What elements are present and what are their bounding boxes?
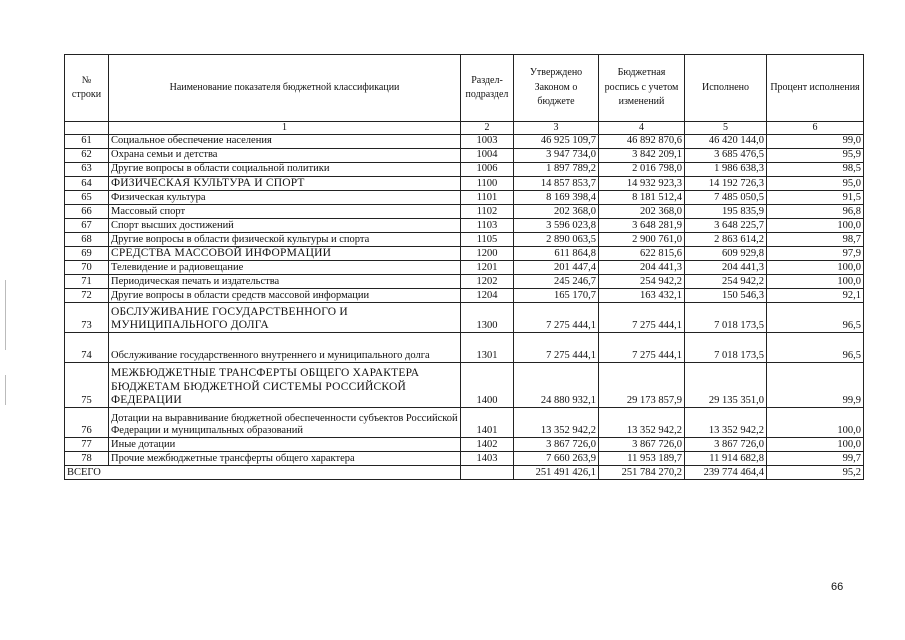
section-code: 1402	[461, 437, 514, 451]
executed-amount: 1 986 638,3	[685, 162, 767, 176]
planned-amount: 7 275 444,1	[599, 302, 685, 332]
execution-percent: 96,8	[767, 204, 864, 218]
approved-amount: 7 660 263,9	[514, 451, 599, 465]
execution-percent: 99,9	[767, 362, 864, 407]
table-row	[65, 162, 864, 176]
total-planned: 251 784 270,2	[599, 465, 685, 479]
approved-amount: 3 947 734,0	[514, 148, 599, 162]
approved-amount: 2 890 063,5	[514, 232, 599, 246]
section-code: 1204	[461, 288, 514, 302]
indicator-name: Другие вопросы в области социальной политики	[109, 162, 461, 176]
indicator-name: Другие вопросы в области средств массовой информации	[109, 288, 461, 302]
execution-percent: 91,5	[767, 190, 864, 204]
executed-amount: 11 914 682,8	[685, 451, 767, 465]
header-approved: Утверждено Законом о бюджете	[514, 55, 599, 122]
planned-amount: 13 352 942,2	[599, 407, 685, 437]
planned-amount: 2 900 761,0	[599, 232, 685, 246]
row-number: 70	[65, 260, 109, 274]
total-approved: 251 491 426,1	[514, 465, 599, 479]
header-percent: Процент исполнения	[767, 55, 864, 122]
execution-percent: 96,5	[767, 302, 864, 332]
indicator-name: Другие вопросы в области физической культуры и спорта	[109, 232, 461, 246]
section-code: 1300	[461, 302, 514, 332]
column-index-cell: 6	[767, 122, 864, 135]
execution-percent: 99,0	[767, 134, 864, 148]
planned-amount: 7 275 444,1	[599, 332, 685, 362]
planned-amount: 3 867 726,0	[599, 437, 685, 451]
planned-amount: 3 648 281,9	[599, 218, 685, 232]
column-index-row	[65, 122, 864, 135]
section-code: 1400	[461, 362, 514, 407]
table-row	[65, 302, 864, 332]
table-row	[65, 437, 864, 451]
executed-amount: 7 018 173,5	[685, 302, 767, 332]
execution-percent: 98,7	[767, 232, 864, 246]
indicator-name: ОБСЛУЖИВАНИЕ ГОСУДАРСТВЕННОГО И МУНИЦИПАЛЬНОГО ДОЛГА	[109, 302, 461, 332]
section-code: 1100	[461, 176, 514, 190]
execution-percent: 95,9	[767, 148, 864, 162]
column-index-cell	[65, 122, 109, 135]
column-index-cell: 3	[514, 122, 599, 135]
total-label: ВСЕГО	[65, 465, 461, 479]
row-number: 71	[65, 274, 109, 288]
executed-amount: 204 441,3	[685, 260, 767, 274]
table-row	[65, 204, 864, 218]
approved-amount: 7 275 444,1	[514, 332, 599, 362]
column-index-cell: 2	[461, 122, 514, 135]
row-number: 64	[65, 176, 109, 190]
indicator-name: Дотации на выравнивание бюджетной обеспеченности субъектов Российской Федерации и муниципальных образований	[109, 407, 461, 437]
execution-percent: 98,5	[767, 162, 864, 176]
budget-execution-table	[64, 54, 864, 480]
approved-amount: 3 596 023,8	[514, 218, 599, 232]
approved-amount: 13 352 942,2	[514, 407, 599, 437]
header-name: Наименование показателя бюджетной классификации	[109, 55, 461, 122]
planned-amount: 3 842 209,1	[599, 148, 685, 162]
executed-amount: 2 863 614,2	[685, 232, 767, 246]
indicator-name: ФИЗИЧЕСКАЯ КУЛЬТУРА И СПОРТ	[109, 176, 461, 190]
row-number: 69	[65, 246, 109, 260]
planned-amount: 622 815,6	[599, 246, 685, 260]
section-code: 1200	[461, 246, 514, 260]
executed-amount: 195 835,9	[685, 204, 767, 218]
indicator-name: Иные дотации	[109, 437, 461, 451]
total-code	[461, 465, 514, 479]
executed-amount: 254 942,2	[685, 274, 767, 288]
section-code: 1102	[461, 204, 514, 218]
execution-percent: 97,9	[767, 246, 864, 260]
row-number: 76	[65, 407, 109, 437]
indicator-name: СРЕДСТВА МАССОВОЙ ИНФОРМАЦИИ	[109, 246, 461, 260]
table-row	[65, 362, 864, 407]
header-planned: Бюджетная роспись с учетом изменений	[599, 55, 685, 122]
indicator-name: МЕЖБЮДЖЕТНЫЕ ТРАНСФЕРТЫ ОБЩЕГО ХАРАКТЕРА БЮДЖЕТАМ БЮДЖЕТНОЙ СИСТЕМЫ РОССИЙСКОЙ ФЕДЕРАЦИИ	[109, 362, 461, 407]
row-number: 77	[65, 437, 109, 451]
table-row	[65, 190, 864, 204]
planned-amount: 14 932 923,3	[599, 176, 685, 190]
executed-amount: 13 352 942,2	[685, 407, 767, 437]
executed-amount: 3 648 225,7	[685, 218, 767, 232]
planned-amount: 254 942,2	[599, 274, 685, 288]
execution-percent: 95,0	[767, 176, 864, 190]
column-index-cell: 4	[599, 122, 685, 135]
approved-amount: 165 170,7	[514, 288, 599, 302]
section-code: 1003	[461, 134, 514, 148]
row-number: 68	[65, 232, 109, 246]
row-number: 61	[65, 134, 109, 148]
row-number: 72	[65, 288, 109, 302]
planned-amount: 11 953 189,7	[599, 451, 685, 465]
total-row	[65, 465, 864, 479]
column-index-cell: 1	[109, 122, 461, 135]
indicator-name: Периодическая печать и издательства	[109, 274, 461, 288]
row-number: 66	[65, 204, 109, 218]
section-code: 1201	[461, 260, 514, 274]
approved-amount: 202 368,0	[514, 204, 599, 218]
table-row	[65, 218, 864, 232]
column-index-cell: 5	[685, 122, 767, 135]
table-row	[65, 134, 864, 148]
indicator-name: Охрана семьи и детства	[109, 148, 461, 162]
execution-percent: 100,0	[767, 260, 864, 274]
section-code: 1006	[461, 162, 514, 176]
planned-amount: 8 181 512,4	[599, 190, 685, 204]
table-row	[65, 288, 864, 302]
execution-percent: 92,1	[767, 288, 864, 302]
execution-percent: 100,0	[767, 407, 864, 437]
planned-amount: 46 892 870,6	[599, 134, 685, 148]
planned-amount: 204 441,3	[599, 260, 685, 274]
executed-amount: 29 135 351,0	[685, 362, 767, 407]
execution-percent: 100,0	[767, 218, 864, 232]
row-number: 74	[65, 332, 109, 362]
executed-amount: 609 929,8	[685, 246, 767, 260]
row-number: 78	[65, 451, 109, 465]
section-code: 1105	[461, 232, 514, 246]
total-executed: 239 774 464,4	[685, 465, 767, 479]
header-section: Раздел-подраздел	[461, 55, 514, 122]
scan-edge-mark	[5, 280, 6, 350]
approved-amount: 7 275 444,1	[514, 302, 599, 332]
executed-amount: 7 485 050,5	[685, 190, 767, 204]
row-number: 67	[65, 218, 109, 232]
executed-amount: 150 546,3	[685, 288, 767, 302]
section-code: 1301	[461, 332, 514, 362]
approved-amount: 245 246,7	[514, 274, 599, 288]
executed-amount: 3 685 476,5	[685, 148, 767, 162]
section-code: 1401	[461, 407, 514, 437]
approved-amount: 8 169 398,4	[514, 190, 599, 204]
section-code: 1103	[461, 218, 514, 232]
approved-amount: 14 857 853,7	[514, 176, 599, 190]
header-row	[65, 55, 864, 122]
section-code: 1004	[461, 148, 514, 162]
table-row	[65, 148, 864, 162]
executed-amount: 3 867 726,0	[685, 437, 767, 451]
table-row	[65, 246, 864, 260]
approved-amount: 1 897 789,2	[514, 162, 599, 176]
indicator-name: Спорт высших достижений	[109, 218, 461, 232]
table-row	[65, 260, 864, 274]
indicator-name: Обслуживание государственного внутреннего и муниципального долга	[109, 332, 461, 362]
indicator-name: Физическая культура	[109, 190, 461, 204]
approved-amount: 46 925 109,7	[514, 134, 599, 148]
planned-amount: 2 016 798,0	[599, 162, 685, 176]
indicator-name: Массовый спорт	[109, 204, 461, 218]
header-row-no: № строки	[65, 55, 109, 122]
section-code: 1403	[461, 451, 514, 465]
section-code: 1202	[461, 274, 514, 288]
planned-amount: 163 432,1	[599, 288, 685, 302]
row-number: 63	[65, 162, 109, 176]
table-row	[65, 232, 864, 246]
header-executed: Исполнено	[685, 55, 767, 122]
planned-amount: 202 368,0	[599, 204, 685, 218]
execution-percent: 96,5	[767, 332, 864, 362]
indicator-name: Социальное обеспечение населения	[109, 134, 461, 148]
execution-percent: 100,0	[767, 274, 864, 288]
execution-percent: 99,7	[767, 451, 864, 465]
executed-amount: 46 420 144,0	[685, 134, 767, 148]
indicator-name: Телевидение и радиовещание	[109, 260, 461, 274]
indicator-name: Прочие межбюджетные трансферты общего характера	[109, 451, 461, 465]
total-percent: 95,2	[767, 465, 864, 479]
approved-amount: 611 864,8	[514, 246, 599, 260]
section-code: 1101	[461, 190, 514, 204]
scan-edge-mark	[5, 375, 6, 405]
row-number: 75	[65, 362, 109, 407]
executed-amount: 14 192 726,3	[685, 176, 767, 190]
approved-amount: 24 880 932,1	[514, 362, 599, 407]
table-row	[65, 176, 864, 190]
table-row	[65, 274, 864, 288]
table-row	[65, 332, 864, 362]
approved-amount: 201 447,4	[514, 260, 599, 274]
row-number: 73	[65, 302, 109, 332]
execution-percent: 100,0	[767, 437, 864, 451]
row-number: 65	[65, 190, 109, 204]
row-number: 62	[65, 148, 109, 162]
planned-amount: 29 173 857,9	[599, 362, 685, 407]
page-number: 66	[831, 581, 844, 593]
table-row	[65, 407, 864, 437]
approved-amount: 3 867 726,0	[514, 437, 599, 451]
table-row	[65, 451, 864, 465]
executed-amount: 7 018 173,5	[685, 332, 767, 362]
